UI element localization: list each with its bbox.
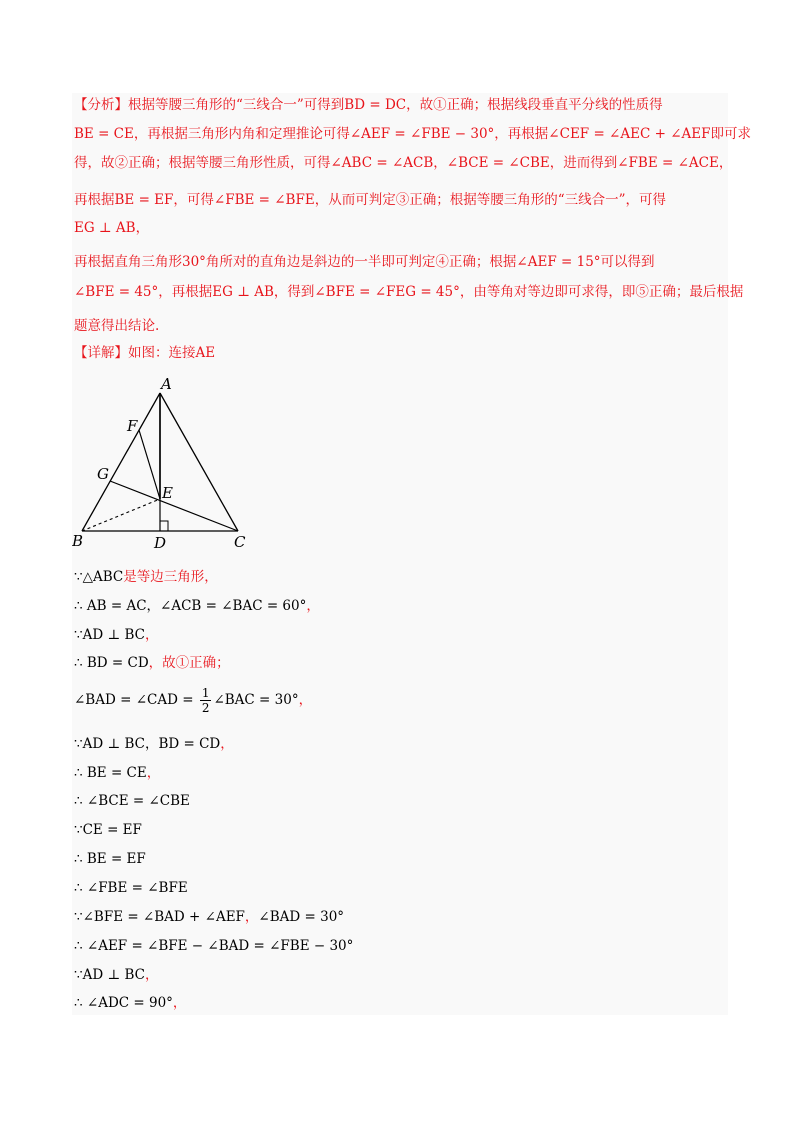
step-13: ∴ ∠AEF = ∠BFE − ∠BAD = ∠FBE − 30°	[74, 938, 354, 954]
label-b: B	[72, 532, 84, 550]
detail-heading: 【详解】如图：连接AE	[74, 345, 216, 361]
analysis-line-4: 再根据BE = EF，可得∠FBE = ∠BFE，从而可判定③正确；根据等腰三角形的“三线合一”，可得	[74, 192, 666, 208]
segment-cg	[110, 481, 238, 531]
step-8: ∴ ∠BCE = ∠CBE	[74, 793, 190, 809]
step-9: ∵CE = EF	[74, 822, 142, 838]
label-c: C	[234, 533, 246, 551]
label-f: F	[127, 417, 138, 435]
step-1: ∵△ABC是等边三角形，	[74, 569, 218, 585]
analysis-line-2: BE = CE，再根据三角形内角和定理推论可得∠AEF = ∠FBE − 30°，再根据∠CEF = ∠AEC + ∠AEF即可求	[74, 126, 751, 142]
fraction-one-half: $\frac{1}{2}$	[201, 686, 210, 715]
step-3: ∵AD ⊥ BC，	[74, 627, 159, 643]
segment-fe	[139, 430, 160, 499]
segment-be-dashed	[82, 499, 160, 531]
step-7: ∴ BE = CE，	[74, 765, 161, 781]
step-2: ∴ AB = AC，∠ACB = ∠BAC = 60°，	[74, 598, 320, 614]
label-d: D	[154, 534, 167, 551]
step-5: ∠BAD = ∠CAD = $\frac{1}{2}$ ∠BAC = 30°，	[74, 686, 313, 715]
side-ac	[160, 393, 238, 531]
analysis-line-6: 再根据直角三角形30°角所对的直角边是斜边的一半即可判定④正确；根据∠AEF = 15°可以得到	[74, 254, 655, 270]
step-6: ∵AD ⊥ BC，BD = CD，	[74, 736, 234, 752]
step-10: ∴ BE = EF	[74, 851, 146, 867]
step-4: ∴ BD = CD，故①正确；	[74, 655, 230, 671]
solution-panel	[72, 93, 751, 1015]
analysis-line-1: 【分析】根据等腰三角形的“三线合一”可得到BD = DC，故①正确；根据线段垂直平分线的性质得	[74, 97, 663, 113]
analysis-line-8: 题意得出结论.	[74, 318, 160, 334]
step-14: ∵AD ⊥ BC，	[74, 967, 159, 983]
step-11: ∴ ∠FBE = ∠BFE	[74, 880, 188, 896]
label-a: A	[161, 375, 172, 393]
analysis-line-7: ∠BFE = 45°，再根据EG ⊥ AB，得到∠BFE = ∠FEG = 45°，由等角对等边即可求得，即⑤正确；最后根据	[74, 284, 744, 300]
step-15: ∴ ∠ADC = 90°，	[74, 995, 187, 1011]
analysis-line-3: 得，故②正确；根据等腰三角形性质，可得∠ABC = ∠ACB，∠BCE = ∠CBE，进而得到∠FBE = ∠ACE，	[74, 155, 733, 171]
step-12: ∵∠BFE = ∠BAD + ∠AEF，∠BAD = 30°	[74, 909, 345, 925]
label-g: G	[97, 465, 109, 483]
label-e: E	[162, 484, 173, 502]
right-angle-mark	[160, 521, 168, 531]
triangle-figure	[72, 371, 262, 551]
analysis-line-5: EG ⊥ AB，	[74, 220, 150, 236]
